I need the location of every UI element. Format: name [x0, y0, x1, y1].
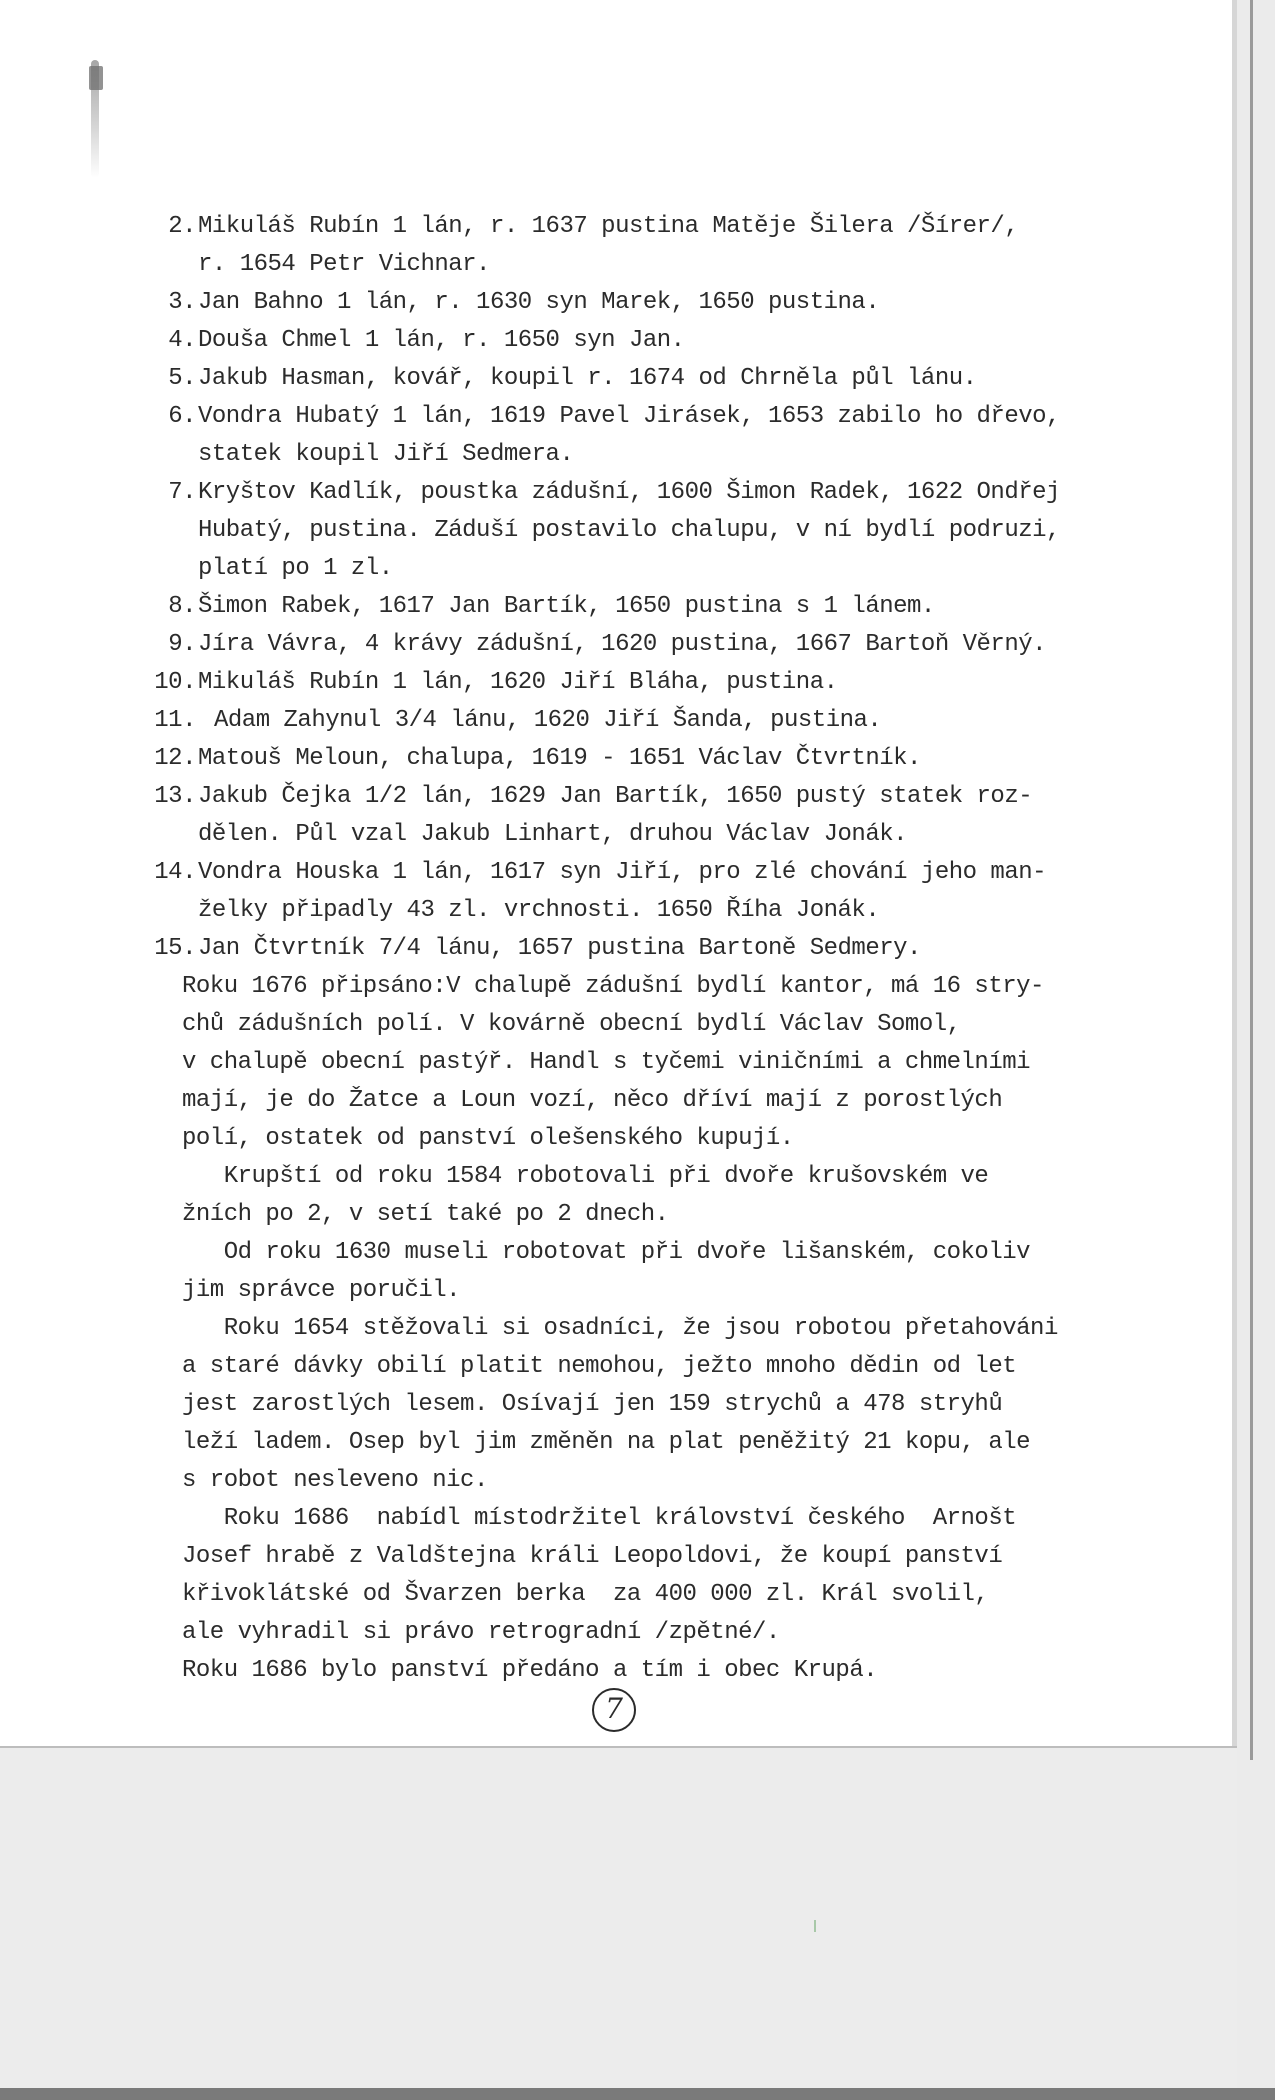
paragraph-line: křivoklátské od Švarzen berka za 400 000 zl. Král svolil,	[182, 1581, 989, 1608]
item-line: platí po 1 zl.	[198, 555, 393, 582]
paragraph-line: ale vyhradil si právo retrogradní /zpětné/.	[182, 1619, 780, 1646]
item-line: Jakub Čejka 1/2 lán, 1629 Jan Bartík, 1650 pustý statek roz-	[198, 783, 1033, 810]
item-number: 8.	[168, 593, 196, 620]
item-number: 14.	[154, 859, 196, 886]
paragraph-line: jim správce poručil.	[182, 1277, 461, 1304]
item-line: Jan Bahno 1 lán, r. 1630 syn Marek, 1650 pustina.	[198, 289, 880, 316]
paragraph-line: s robot nesleveno nic.	[182, 1467, 488, 1494]
paragraph-line: mají, je do Žatce a Loun vozí, něco dříví mají z porostlých	[182, 1087, 1003, 1114]
item-line: Vondra Houska 1 lán, 1617 syn Jiří, pro zlé chování jeho man-	[198, 859, 1047, 886]
item-line: Jíra Vávra, 4 krávy zádušní, 1620 pustina, 1667 Bartoň Věrný.	[198, 631, 1047, 658]
paragraph-line: Roku 1676 připsáno:V chalupě zádušní bydlí kantor, má 16 stry-	[182, 973, 1044, 1000]
item-line: Jakub Hasman, kovář, koupil r. 1674 od Chrněla půl lánu.	[198, 365, 977, 392]
item-number: 3.	[168, 289, 196, 316]
item-line: Adam Zahynul 3/4 lánu, 1620 Jiří Šanda, pustina.	[214, 707, 882, 734]
item-line: dělen. Půl vzal Jakub Linhart, druhou Václav Jonák.	[198, 821, 908, 848]
paragraph-line: Od roku 1630 museli robotovat při dvoře lišanském, cokoliv	[182, 1239, 1031, 1266]
scanner-right-margin	[1237, 0, 1275, 2100]
paragraph-line: polí, ostatek od panství olešenského kupují.	[182, 1125, 794, 1152]
item-line: r. 1654 Petr Vichnar.	[198, 251, 490, 278]
paragraph-line: Roku 1686 bylo panství předáno a tím i obec Krupá.	[182, 1657, 878, 1684]
item-line: Kryštov Kadlík, poustka zádušní, 1600 Šimon Radek, 1622 Ondřej	[198, 479, 1060, 506]
item-line: Matouš Meloun, chalupa, 1619 - 1651 Václav Čtvrtník.	[198, 745, 921, 772]
scanner-background	[0, 1748, 1275, 2100]
scan-speck	[814, 1920, 816, 1932]
staple-head-icon	[89, 66, 103, 90]
paragraph-line: chů zádušních polí. V kovárně obecní bydlí Václav Somol,	[182, 1011, 961, 1038]
item-number: 2.	[168, 213, 196, 240]
item-line: Mikuláš Rubín 1 lán, 1620 Jiří Bláha, pustina.	[198, 669, 838, 696]
item-number: 10.	[154, 669, 196, 696]
item-line: statek koupil Jiří Sedmera.	[198, 441, 574, 468]
page-number-circled: 7	[592, 1688, 636, 1732]
scanner-bottom-strip	[0, 2088, 1275, 2100]
item-number: 7.	[168, 479, 196, 506]
item-number: 13.	[154, 783, 196, 810]
item-number: 9.	[168, 631, 196, 658]
item-number: 4.	[168, 327, 196, 354]
paragraph-line: žních po 2, v setí také po 2 dnech.	[182, 1201, 669, 1228]
item-number: 5.	[168, 365, 196, 392]
item-line: Hubatý, pustina. Záduší postavilo chalupu, v ní bydlí podruzi,	[198, 517, 1060, 544]
item-line: Šimon Rabek, 1617 Jan Bartík, 1650 pustina s 1 lánem.	[198, 593, 935, 620]
item-line: Douša Chmel 1 lán, r. 1650 syn Jan.	[198, 327, 685, 354]
item-line: želky připadly 43 zl. vrchnosti. 1650 Říha Jonák.	[198, 897, 880, 924]
paragraph-line: v chalupě obecní pastýř. Handl s tyčemi viničními a chmelními	[182, 1049, 1031, 1076]
paragraph-line: leží ladem. Osep byl jim změněn na plat peněžitý 21 kopu, ale	[182, 1429, 1031, 1456]
item-line: Vondra Hubatý 1 lán, 1619 Pavel Jirásek, 1653 zabilo ho dřevo,	[198, 403, 1060, 430]
item-number: 12.	[154, 745, 196, 772]
item-number: 11.	[154, 707, 196, 734]
scanner-right-line	[1250, 0, 1253, 1760]
item-number: 6.	[168, 403, 196, 430]
item-line: Mikuláš Rubín 1 lán, r. 1637 pustina Matěje Šilera /Šírer/,	[198, 213, 1019, 240]
item-number: 15.	[154, 935, 196, 962]
paragraph-line: jest zarostlých lesem. Osívají jen 159 strychů a 478 stryhů	[182, 1391, 1003, 1418]
paragraph-line: Josef hrabě z Valdštejna králi Leopoldovi, že koupí panství	[182, 1543, 1003, 1570]
paragraph-line: Roku 1686 nabídl místodržitel království českého Arnošt	[182, 1505, 1017, 1532]
item-line: Jan Čtvrtník 7/4 lánu, 1657 pustina Bartoně Sedmery.	[198, 935, 921, 962]
paragraph-line: a staré dávky obilí platit nemohou, ježto mnoho dědin od let	[182, 1353, 1017, 1380]
paragraph-line: Krupští od roku 1584 robotovali při dvoře krušovském ve	[182, 1163, 989, 1190]
paragraph-line: Roku 1654 stěžovali si osadníci, že jsou robotou přetahováni	[182, 1315, 1058, 1342]
